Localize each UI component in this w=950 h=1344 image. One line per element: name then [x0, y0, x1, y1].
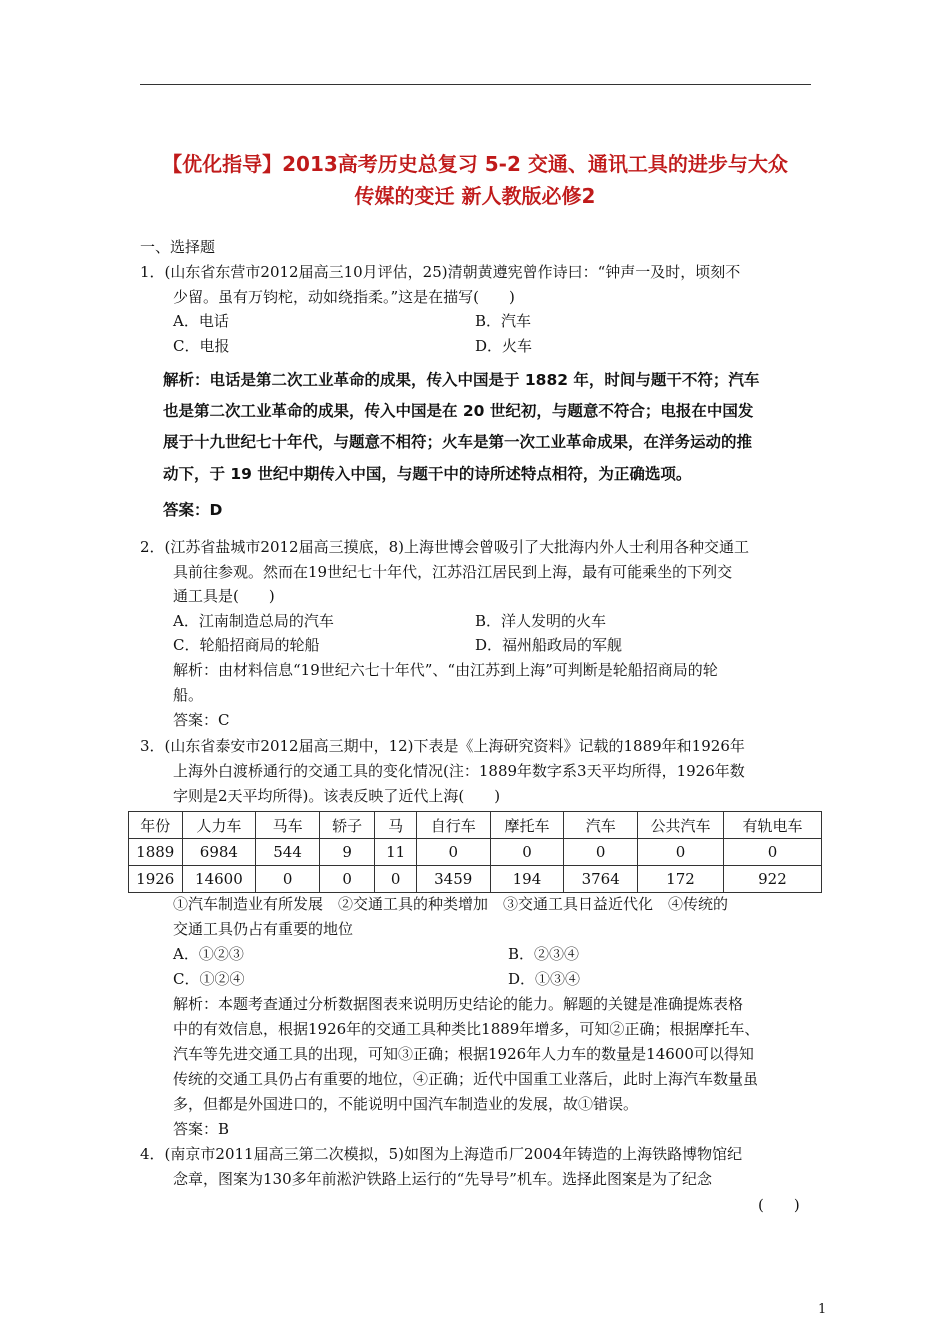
q2-option-a: A．江南制造总局的汽车: [173, 612, 334, 630]
table-cell: 0: [319, 866, 375, 893]
table-cell: 14600: [182, 866, 256, 893]
table-cell: 194: [490, 866, 564, 893]
table-cell: 1889: [129, 839, 183, 866]
table-cell: 0: [723, 839, 821, 866]
table-cell: 0: [638, 839, 724, 866]
q3-statements-line-2: 交通工具仍占有重要的地位: [173, 920, 354, 938]
q1-option-a: A．电话: [173, 312, 229, 330]
q3-stem-line-2: 上海外白渡桥通行的交通工具的变化情况(注：1889年数字系3天平均所得，1926年数: [173, 762, 745, 780]
q3-statements-line-1: ①汽车制造业有所发展 ②交通工具的种类增加 ③交通工具日益近代化 ④传统的: [173, 895, 729, 913]
table-cell: 11: [375, 839, 416, 866]
table-cell: 9: [319, 839, 375, 866]
title-line-2: 传媒的变迁 新人教版必修2: [354, 184, 596, 208]
q3-option-a: A．①②③: [173, 945, 244, 963]
q1-stem-line-2: 少留。虽有万钧柁，动如绕指柔。”这是在描写( ): [173, 288, 515, 306]
q2-stem-line-3: 通工具是( ): [173, 587, 275, 605]
q3-explanation-3: 汽车等先进交通工具的出现，可知③正确；根据1926年人力车的数量是14600可以得知: [173, 1045, 754, 1063]
table-cell: 0: [490, 839, 564, 866]
q1-answer: 答案：D: [163, 501, 223, 519]
table-cell: 1926: [129, 866, 183, 893]
q1-explanation-2: 也是第二次工业革命的成果，传入中国是在 20 世纪初，与题意不符合；电报在中国发: [163, 402, 754, 420]
q4-answer-paren: ( ): [758, 1196, 800, 1214]
q1-option-b: B．汽车: [475, 312, 532, 330]
table-cell: 3764: [564, 866, 638, 893]
table-header-cell: 马车: [256, 812, 320, 839]
transport-table: [128, 811, 822, 893]
q3-option-d: D．①③④: [508, 970, 581, 988]
q2-option-b: B．洋人发明的火车: [475, 612, 607, 630]
q1-explanation-3: 展于十九世纪七十年代，与题意不相符；火车是第一次工业革命成果，在洋务运动的推: [163, 433, 753, 451]
q3-option-b: B．②③④: [508, 945, 580, 963]
q3-explanation-1: 解析：本题考查通过分析数据图表来说明历史结论的能力。解题的关键是准确提炼表格: [173, 995, 744, 1013]
table-cell: 172: [638, 866, 724, 893]
document-title: [120, 148, 830, 212]
q2-option-d: D．福州船政局的军舰: [475, 636, 623, 654]
q1-option-d: D．火车: [475, 337, 533, 355]
table-header-cell: 人力车: [182, 812, 256, 839]
q2-option-c: C．轮船招商局的轮船: [173, 636, 320, 654]
table-row: [129, 866, 822, 893]
q4-stem-line-2: 念章，图案为130多年前淞沪铁路上运行的“先导号”机车。选择此图案是为了纪念: [173, 1170, 712, 1188]
q3-option-c: C．①②④: [173, 970, 245, 988]
q2-answer: 答案：C: [173, 711, 230, 729]
table-header-cell: 汽车: [564, 812, 638, 839]
table-header-cell: 年份: [129, 812, 183, 839]
header-rule: [140, 84, 811, 85]
table-header-cell: 轿子: [319, 812, 375, 839]
q1-explanation-4: 动下，于 19 世纪中期传入中国，与题干中的诗所述特点相符，为正确选项。: [163, 465, 692, 483]
section-heading: 一、选择题: [140, 238, 216, 256]
q1-stem-line-1: 1．(山东省东营市2012届高三10月评估，25)清朝黄遵宪曾作诗曰：“钟声一及时，顷刻不: [140, 263, 741, 281]
q4-stem-line-1: 4．(南京市2011届高三第二次模拟，5)如图为上海造币厂2004年铸造的上海铁路博物馆纪: [140, 1145, 743, 1163]
table-header-cell: 自行车: [416, 812, 490, 839]
title-line-1: 【优化指导】2013高考历史总复习 5-2 交通、通讯工具的进步与大众: [162, 152, 788, 176]
table-cell: 0: [256, 866, 320, 893]
page-number: 1: [818, 1302, 827, 1317]
q3-explanation-5: 多，但都是外国进口的，不能说明中国汽车制造业的发展，故①错误。: [173, 1095, 639, 1113]
table-header-cell: 公共汽车: [638, 812, 724, 839]
table-row: [129, 839, 822, 866]
table-header-cell: 摩托车: [490, 812, 564, 839]
q2-stem-line-1: 2．(江苏省盐城市2012届高三摸底，8)上海世博会曾吸引了大批海内外人士利用各种交通工: [140, 538, 749, 556]
q3-stem-line-3: 字则是2天平均所得)。该表反映了近代上海( ): [173, 787, 501, 805]
table-header-cell: 有轨电车: [723, 812, 821, 839]
table-header-cell: 马: [375, 812, 416, 839]
q1-explanation-1: 解析：电话是第二次工业革命的成果，传入中国是于 1882 年，时间与题干不符；汽车: [163, 371, 760, 389]
table-cell: 0: [375, 866, 416, 893]
table-cell: 0: [416, 839, 490, 866]
q3-stem-line-1: 3．(山东省泰安市2012届高三期中，12)下表是《上海研究资料》记载的1889年和1926年: [140, 737, 745, 755]
q1-option-c: C．电报: [173, 337, 230, 355]
q3-explanation-4: 传统的交通工具仍占有重要的地位，④正确；近代中国重工业落后，此时上海汽车数量虽: [173, 1070, 759, 1088]
q2-explanation-1: 解析：由材料信息“19世纪六七十年代”、“由江苏到上海”可判断是轮船招商局的轮: [173, 661, 718, 679]
table-header-row: [129, 812, 822, 839]
table-cell: 922: [723, 866, 821, 893]
q3-answer: 答案：B: [173, 1120, 230, 1138]
q2-explanation-2: 船。: [173, 686, 204, 704]
table-cell: 3459: [416, 866, 490, 893]
table-cell: 0: [564, 839, 638, 866]
q2-stem-line-2: 具前往参观。然而在19世纪七十年代，江苏沿江居民到上海，最有可能乘坐的下列交: [173, 563, 733, 581]
table-cell: 544: [256, 839, 320, 866]
q3-explanation-2: 中的有效信息，根据1926年的交通工具种类比1889年增多，可知②正确；根据摩托车、: [173, 1020, 760, 1038]
table-cell: 6984: [182, 839, 256, 866]
